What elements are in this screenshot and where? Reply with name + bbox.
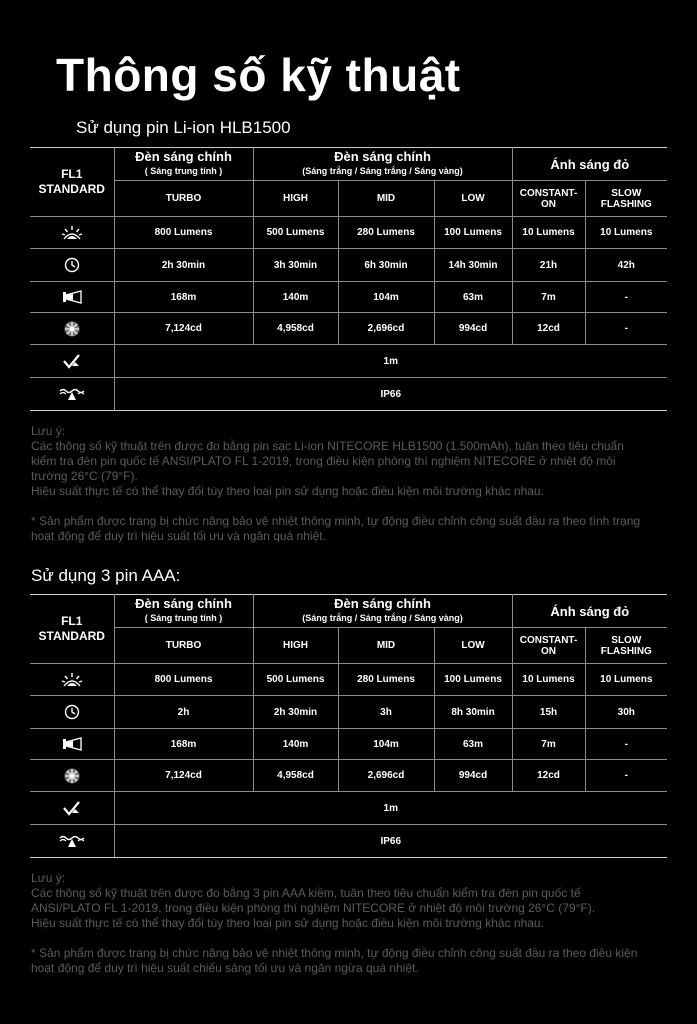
mode-turbo: TURBO	[114, 181, 253, 217]
runtime-value: 3h 30min	[253, 249, 338, 282]
mode-high: HIGH	[253, 181, 338, 217]
note-text: * Sản phẩm được trang bị chức năng bảo vệ nhiệt thông minh, tự động điều chỉnh công suất đầu ra theo điều kiện hoạt động để duy trì hiệu suất chiếu sáng tối ưu và ngăn ngừa quá nhiệt.	[31, 946, 638, 975]
distance-value: 140m	[253, 282, 338, 313]
section-2-notes	[31, 871, 641, 976]
row-impact-resistance	[30, 792, 667, 825]
row-output	[30, 217, 667, 249]
output-value: 100 Lumens	[434, 217, 512, 249]
runtime-value: 15h	[512, 696, 585, 729]
output-value: 280 Lumens	[338, 217, 434, 249]
output-icon	[30, 664, 114, 696]
row-peak-intensity	[30, 313, 667, 345]
note-text: Hiệu suất thực tế có thể thay đổi tùy theo loại pin sử dụng hoặc điều kiện môi trường khác nhau.	[31, 484, 544, 498]
distance-value: 104m	[338, 729, 434, 760]
mode-turbo: TURBO	[114, 628, 253, 664]
group-header-red-light: Ánh sáng đỏ	[512, 595, 667, 628]
row-waterproof	[30, 378, 667, 411]
page-title: Thông số kỹ thuật	[56, 49, 461, 101]
output-value: 800 Lumens	[114, 217, 253, 249]
output-value: 10 Lumens	[512, 664, 585, 696]
intensity-value: 7,124cd	[114, 760, 253, 792]
intensity-value: 7,124cd	[114, 313, 253, 345]
distance-value: 168m	[114, 729, 253, 760]
beam-distance-icon	[30, 282, 114, 313]
runtime-value: 42h	[585, 249, 667, 282]
section-2-subtitle: Sử dụng 3 pin AAA:	[31, 566, 181, 585]
group-header-main-2: Đèn sáng chính (Sáng trắng / Sáng trắng / Sáng vàng)	[253, 148, 512, 181]
intensity-value: 2,696cd	[338, 313, 434, 345]
row-beam-distance	[30, 282, 667, 313]
mode-slow-flashing: SLOW FLASHING	[585, 181, 667, 217]
runtime-value: 2h 30min	[253, 696, 338, 729]
section-1-subtitle: Sử dụng pin Li-ion HLB1500	[76, 118, 291, 137]
impact-resistance-icon	[30, 345, 114, 378]
note-text: Hiệu suất thực tế có thể thay đổi tùy theo loại pin sử dụng hoặc điều kiện môi trường khác nhau.	[31, 916, 544, 930]
row-runtime	[30, 249, 667, 282]
runtime-value: 21h	[512, 249, 585, 282]
beam-distance-icon	[30, 729, 114, 760]
runtime-value: 14h 30min	[434, 249, 512, 282]
row-peak-intensity	[30, 760, 667, 792]
note-text: Các thông số kỹ thuật trên được đo bằng pin sạc Li-ion NITECORE HLB1500 (1.500mAh), tuân theo tiêu chuẩn kiểm tra đèn pin quốc tế ANSI/PLATO FL 1-2019, trong điều kiện phòng thí nghiệm NITECORE ở nhiệt độ môi trường 26°C (79°F).	[31, 439, 624, 483]
runtime-value: 2h	[114, 696, 253, 729]
row-beam-distance	[30, 729, 667, 760]
distance-value: 140m	[253, 729, 338, 760]
waterproof-icon	[30, 825, 114, 858]
output-value: 500 Lumens	[253, 664, 338, 696]
intensity-value: -	[585, 313, 667, 345]
row-runtime	[30, 696, 667, 729]
note-label: Lưu ý:	[31, 871, 66, 885]
runtime-icon	[30, 696, 114, 729]
peak-intensity-icon	[30, 760, 114, 792]
spec-table-aaa	[30, 594, 667, 858]
mode-slow-flashing: SLOW FLASHING	[585, 628, 667, 664]
row-waterproof	[30, 825, 667, 858]
output-value: 10 Lumens	[585, 217, 667, 249]
output-value: 500 Lumens	[253, 217, 338, 249]
waterproof-value: IP66	[114, 825, 667, 858]
intensity-value: 994cd	[434, 760, 512, 792]
output-icon	[30, 217, 114, 249]
section-1-notes	[31, 424, 641, 544]
distance-value: 7m	[512, 729, 585, 760]
intensity-value: 4,958cd	[253, 760, 338, 792]
runtime-value: 6h 30min	[338, 249, 434, 282]
runtime-icon	[30, 249, 114, 282]
model-name: FL1 STANDARD	[30, 148, 114, 217]
note-label: Lưu ý:	[31, 424, 66, 438]
mode-constant-on: CONSTANT-ON	[512, 628, 585, 664]
mode-high: HIGH	[253, 628, 338, 664]
intensity-value: 994cd	[434, 313, 512, 345]
intensity-value: 12cd	[512, 313, 585, 345]
distance-value: 104m	[338, 282, 434, 313]
impact-value: 1m	[114, 345, 667, 378]
output-value: 10 Lumens	[512, 217, 585, 249]
output-value: 10 Lumens	[585, 664, 667, 696]
distance-value: -	[585, 729, 667, 760]
row-impact-resistance	[30, 345, 667, 378]
intensity-value: 4,958cd	[253, 313, 338, 345]
impact-value: 1m	[114, 792, 667, 825]
note-text: Các thông số kỹ thuật trên được đo bằng 3 pin AAA kiềm, tuân theo tiêu chuẩn kiểm tra đèn pin quốc tế ANSI/PLATO FL 1-2019, trong điều kiện phòng thí nghiệm NITECORE ở nhiệt độ môi trường 26°C (79°F).	[31, 886, 596, 915]
waterproof-icon	[30, 378, 114, 411]
spec-table-li-ion	[30, 147, 667, 411]
distance-value: 7m	[512, 282, 585, 313]
runtime-value: 30h	[585, 696, 667, 729]
distance-value: 63m	[434, 729, 512, 760]
distance-value: 63m	[434, 282, 512, 313]
waterproof-value: IP66	[114, 378, 667, 411]
mode-low: LOW	[434, 628, 512, 664]
output-value: 800 Lumens	[114, 664, 253, 696]
runtime-value: 3h	[338, 696, 434, 729]
distance-value: 168m	[114, 282, 253, 313]
output-value: 280 Lumens	[338, 664, 434, 696]
mode-constant-on: CONSTANT-ON	[512, 181, 585, 217]
mode-low: LOW	[434, 181, 512, 217]
distance-value: -	[585, 282, 667, 313]
group-header-main: Đèn sáng chính ( Sáng trung tính )	[114, 148, 253, 181]
note-text: * Sản phẩm được trang bị chức năng bảo vệ nhiệt thông minh, tự động điều chỉnh công suất đầu ra theo tình trạng hoạt động để duy trì hiệu suất tối ưu và ngăn quá nhiệt.	[31, 514, 641, 543]
output-value: 100 Lumens	[434, 664, 512, 696]
group-header-red-light: Ánh sáng đỏ	[512, 148, 667, 181]
impact-resistance-icon	[30, 792, 114, 825]
runtime-value: 8h 30min	[434, 696, 512, 729]
model-name: FL1 STANDARD	[30, 595, 114, 664]
mode-mid: MID	[338, 181, 434, 217]
peak-intensity-icon	[30, 313, 114, 345]
intensity-value: 12cd	[512, 760, 585, 792]
group-header-main: Đèn sáng chính ( Sáng trung tính )	[114, 595, 253, 628]
intensity-value: 2,696cd	[338, 760, 434, 792]
runtime-value: 2h 30min	[114, 249, 253, 282]
mode-mid: MID	[338, 628, 434, 664]
intensity-value: -	[585, 760, 667, 792]
row-output	[30, 664, 667, 696]
group-header-main-2: Đèn sáng chính (Sáng trắng / Sáng trắng / Sáng vàng)	[253, 595, 512, 628]
